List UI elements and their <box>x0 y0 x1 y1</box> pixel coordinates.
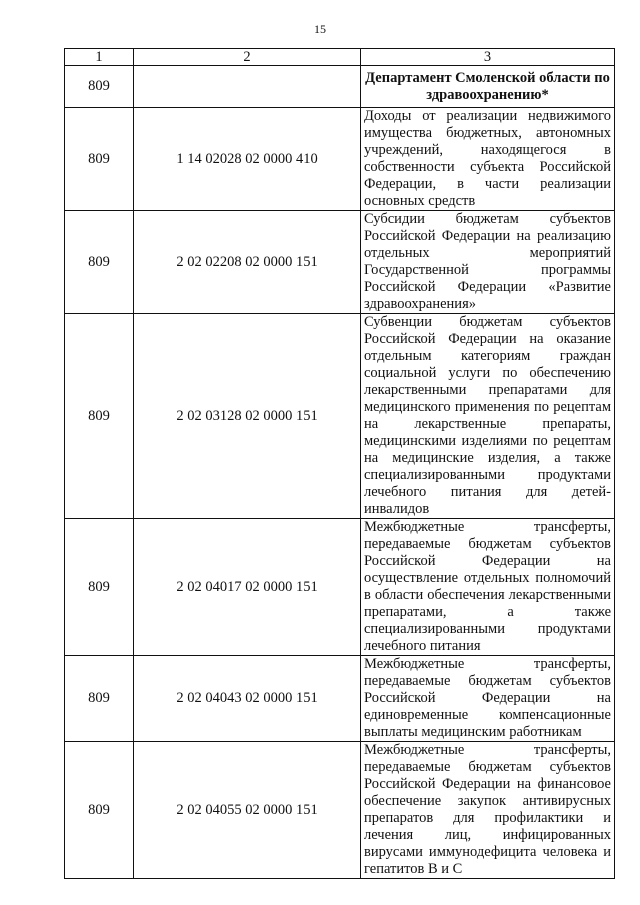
table-row <box>65 108 615 211</box>
budget-revenue-table <box>64 48 615 879</box>
admin-code-cell: 809 <box>65 656 134 742</box>
header-row <box>65 49 615 66</box>
revenue-code-cell: 2 02 04017 02 0000 151 <box>134 519 361 656</box>
department-code <box>134 66 361 108</box>
revenue-code-cell: 2 02 03128 02 0000 151 <box>134 314 361 519</box>
table-row <box>65 314 615 519</box>
table-row <box>65 211 615 314</box>
description-cell: Субсидии бюджетам субъектов Российской Федерации на реализацию отдельных мероприятий Государственной программы Российской Федерации «Развитие здравоохранения» <box>361 211 615 314</box>
header-col-1: 1 <box>65 49 134 66</box>
table-row <box>65 519 615 656</box>
page-number: 15 <box>314 22 326 36</box>
department-row <box>65 66 615 108</box>
header-col-2: 2 <box>134 49 361 66</box>
department-name: Департамент Смоленской области по здравоохранению* <box>361 66 615 108</box>
revenue-code-cell: 2 02 04055 02 0000 151 <box>134 742 361 879</box>
table-row <box>65 742 615 879</box>
revenue-code-cell: 2 02 04043 02 0000 151 <box>134 656 361 742</box>
description-cell: Межбюджетные трансферты, передаваемые бюджетам субъектов Российской Федерации на финансовое обеспечение закупок антивирусных препаратов для профилактики и лечения лиц, инфицированных вирусами иммунодефицита человека и гепатитов В и С <box>361 742 615 879</box>
admin-code-cell: 809 <box>65 314 134 519</box>
admin-code-cell: 809 <box>65 108 134 211</box>
admin-code-cell: 809 <box>65 519 134 656</box>
description-cell: Межбюджетные трансферты, передаваемые бюджетам субъектов Российской Федерации на единовременные компенсационные выплаты медицинским работникам <box>361 656 615 742</box>
description-cell: Субвенции бюджетам субъектов Российской Федерации на оказание отдельным категориям граждан социальной услуги по обеспечению лекарственными препаратами для медицинского применения по рецептам на лекарственные препараты, медицинскими изделиями по рецептам на медицинские изделия, а также специализированными продуктами лечебного питания для детей-инвалидов <box>361 314 615 519</box>
table-row <box>65 656 615 742</box>
revenue-code-cell: 1 14 02028 02 0000 410 <box>134 108 361 211</box>
table-body <box>65 66 615 879</box>
table-header <box>65 49 615 66</box>
admin-code-cell: 809 <box>65 211 134 314</box>
description-cell: Доходы от реализации недвижимого имущества бюджетных, автономных учреждений, находящегося в собственности субъекта Российской Федерации, в части реализации основных средств <box>361 108 615 211</box>
department-admin-code: 809 <box>65 66 134 108</box>
admin-code-cell: 809 <box>65 742 134 879</box>
description-cell: Межбюджетные трансферты, передаваемые бюджетам субъектов Российской Федерации на осуществление отдельных полномочий в области обеспечения лекарственными препаратами, а также специализированными продуктами лечебного питания <box>361 519 615 656</box>
header-col-3: 3 <box>361 49 615 66</box>
revenue-code-cell: 2 02 02208 02 0000 151 <box>134 211 361 314</box>
